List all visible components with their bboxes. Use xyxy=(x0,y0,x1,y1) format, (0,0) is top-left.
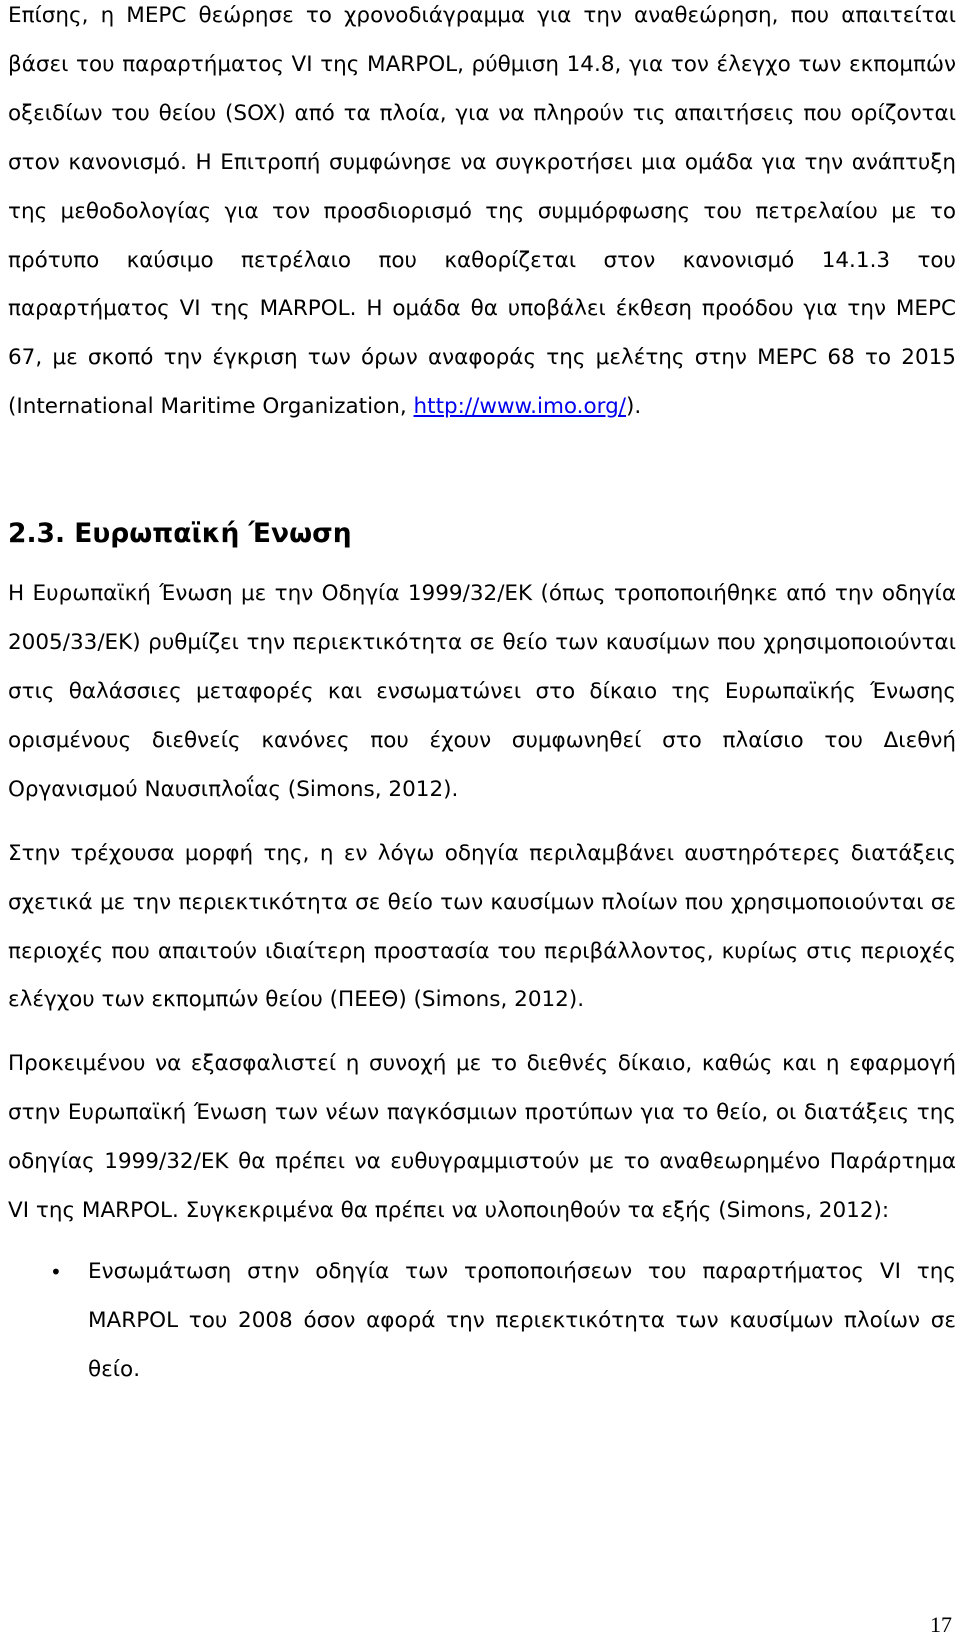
paragraph-current-form: Στην τρέχουσα μορφή της, η εν λόγω οδηγία περιλαμβάνει αυστηρότερες διατάξεις σχετικά με την περιεκτικότητα σε θείο των καυσίμων πλοίων που χρησιμοποιούνται σε περιοχές που απαιτούν ιδιαίτερη προστασία του περιβάλλοντος, κυρίως στις περιοχές ελέγχου των εκπομπών θείου (ΠΕΕΘ) (Simons, 2012). xyxy=(8,840,956,1013)
paragraph-coherence: Προκειμένου να εξασφαλιστεί η συνοχή με το διεθνές δίκαιο, καθώς και η εφαρμογή στην Ευρωπαϊκή Ένωση των νέων παγκόσμιων προτύπων για το θείο, οι διατάξεις της οδηγίας 1999/32/ΕΚ θα πρέπει να ευθυγραμμιστούν με το αναθεωρημένο Παράρτημα VI της MARPOL. Συγκεκριμένα θα πρέπει να υλοποιηθούν τα εξής (Simons, 2012): xyxy=(8,1051,956,1224)
page-number: 17 xyxy=(930,1612,952,1637)
intro-paragraph xyxy=(8,0,956,432)
intro-text-end: ). xyxy=(626,394,642,420)
section-heading: 2.3. Ευρωπαϊκή Ένωση xyxy=(8,518,352,550)
imo-link[interactable]: http://www.imo.org/ xyxy=(413,394,627,420)
intro-text: Επίσης, η MEPC θεώρησε το χρονοδιάγραμμα για την αναθεώρηση, που απαιτείται βάσει του παραρτήματος VI της MARPOL, ρύθμιση 14.8, για τον έλεγχο των εκπομπών οξειδίων του θείου (SOX) από τα πλοία, για να πληρούν τις απαιτήσεις που ορίζονται στον κανονισμό. Η Επιτροπή συμφώνησε να συγκροτήσει μια ομάδα για την ανάπτυξη της μεθοδολογίας για τον προσδιορισμό της συμμόρφωσης του πετρελαίου με το πρότυπο καύσιμο πετρέλαιο που καθορίζεται στον κανονισμό 14.1.3 του παραρτήματος VI της MARPOL. Η ομάδα θα υποβάλει έκθεση προόδου για την MEPC 67, με σκοπό την έγκριση των όρων αναφοράς της μελέτης στην MEPC 68 το 2015 (International Maritime Organization, xyxy=(8,3,956,420)
bullet-icon: • xyxy=(50,1259,62,1284)
bullet-list xyxy=(8,1248,956,1395)
list-item xyxy=(8,1248,956,1395)
document-page xyxy=(8,0,956,1395)
list-item-text: Ενσωμάτωση στην οδηγία των τροποποιήσεων του παραρτήματος VI της MARPOL του 2008 όσον αφορά την περιεκτικότητα των καυσίμων πλοίων σε θείο. xyxy=(88,1258,956,1382)
paragraph-eu-directive: Η Ευρωπαϊκή Ένωση με την Οδηγία 1999/32/ΕΚ (όπως τροποποιήθηκε από την οδηγία 2005/33/ΕΚ) ρυθμίζει την περιεκτικότητα σε θείο των καυσίμων που χρησιμοποιούνται στις θαλάσσιες μεταφορές και ενσωματώνει στο δίκαιο της Ευρωπαϊκής Ένωσης ορισμένους διεθνείς κανόνες που έχουν συμφωνηθεί στο πλαίσιο του Διεθνή Οργανισμού Ναυσιπλοΐας (Simons, 2012). xyxy=(8,581,956,802)
